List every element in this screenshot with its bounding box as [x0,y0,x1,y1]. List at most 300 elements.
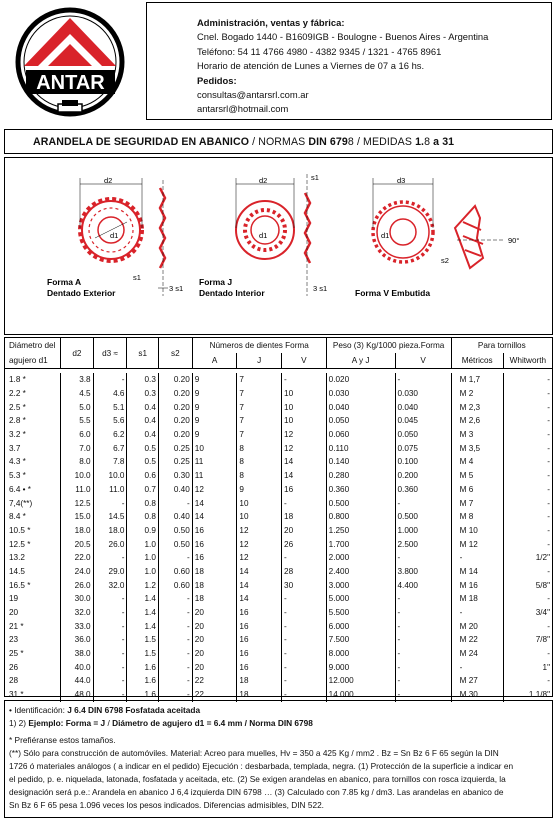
table-cell: 44.0 [61,674,93,688]
table-cell: - [395,606,451,620]
table-cell: - [282,619,327,633]
table-cell: 3/4" [503,606,552,620]
table-row [5,469,552,483]
table-cell: 0.050 [326,414,395,428]
table-cell: - [93,606,127,620]
table-cell: - [395,551,451,565]
table-cell: 7 [237,414,282,428]
table-cell: 12.5 * [9,539,31,549]
table-cell: 18 [237,674,282,688]
table-cell: - [282,606,327,620]
table-cell: 0.6 [127,469,158,483]
table-cell: 18.0 [61,524,93,538]
table-cell: 3.7 [9,443,21,453]
table-cell: 3.2 * [9,430,26,440]
table-row [5,400,552,414]
table-row [5,633,552,647]
table-cell: 0.4 [127,400,158,414]
table-cell: 1.0 [127,551,158,565]
table-cell: M 14 [451,565,503,579]
table-cell: 1.6 [127,688,158,702]
table-cell: 1.4 [127,619,158,633]
header-s1: s1 [127,338,158,369]
table-cell: M 30 [451,688,503,702]
table-cell: 14 [237,592,282,606]
header-d3: d3 ≈ [93,338,127,369]
label-form-j-sub: Dentado Interior [199,288,265,298]
table-cell: - [93,660,127,674]
table-cell: - [282,592,327,606]
table-row [5,387,552,401]
header-weight: Peso (3) Kg/1000 pieza.Forma [326,338,451,353]
header-s2: s2 [158,338,192,369]
table-cell: 0.040 [326,400,395,414]
table-cell: 11.0 [61,483,93,497]
table-cell: 9 [192,400,237,414]
table-cell: - [451,660,503,674]
table-cell: 7,4(**) [9,498,33,508]
table-cell: 0.8 [127,496,158,510]
table-cell: - [282,496,327,510]
table-cell: 0.500 [395,510,451,524]
table-cell: 7.500 [326,633,395,647]
table-cell: 14 [192,510,237,524]
table-cell: - [503,483,552,497]
table-row [5,660,552,674]
label-s1-j: s1 [311,173,319,182]
table-cell: 20 [192,606,237,620]
table-cell: 14 [282,455,327,469]
table-cell: 3.8 [61,373,93,387]
table-cell: 12 [282,428,327,442]
table-cell: 0.030 [326,387,395,401]
table-cell: 10 [282,387,327,401]
table-cell: - [395,619,451,633]
table-row [5,414,552,428]
table-cell: 2.500 [395,537,451,551]
table-cell: 5.500 [326,606,395,620]
table-cell: 5.1 [93,400,127,414]
note-example: 1) 2) Ejemplo: Forma = J / Diámetro de agujero d1 = 6.4 mm / Norma DIN 6798 [9,718,313,728]
table-cell: 0.40 [158,483,192,497]
table-cell: 4.6 [93,387,127,401]
table-cell: 0.20 [158,414,192,428]
table-row [5,373,552,387]
label-d1-j: d1 [259,231,268,240]
header-ayj: A y J [326,353,395,369]
brand-name: ANTAR [36,72,105,94]
table-cell: 0.360 [326,483,395,497]
table-cell: - [93,373,127,387]
table-cell: 0.045 [395,414,451,428]
table-cell: 16.5 * [9,580,31,590]
table-cell: 32.0 [93,578,127,592]
notes-box [4,700,553,818]
table-cell: 0.50 [158,537,192,551]
table-cell: 10.0 [61,469,93,483]
note-line-8: Sn Bz 6 F 65 pesa 1.096 veces los pesos indicados. Diferencias admisibles, DIN 522. [9,800,324,810]
table-cell: 12 [237,537,282,551]
table-cell: 0.7 [127,483,158,497]
table-cell: - [503,387,552,401]
info-heading: Administración, ventas y fábrica: [197,17,345,28]
table-cell: 5.0 [61,400,93,414]
table-cell: - [503,400,552,414]
table-cell: - [503,510,552,524]
table-cell: - [93,647,127,661]
table-cell: 18 [192,565,237,579]
table-cell: 14.5 [9,566,25,576]
table-cell: M 22 [451,633,503,647]
header-teeth: Números de dientes Forma [192,338,326,353]
table-cell: - [93,551,127,565]
title-bar [4,129,553,154]
table-cell: 0.60 [158,565,192,579]
table-cell: 22 [192,674,237,688]
table-row [5,510,552,524]
table-cell: M 2 [451,387,503,401]
table-cell: 22 [192,688,237,702]
table-cell: M 3 [451,428,503,442]
table-cell: 0.280 [326,469,395,483]
table-cell: 16 [282,483,327,497]
table-row [5,619,552,633]
table-row [5,592,552,606]
header-a: A [192,353,237,369]
label-3s1-j: 3 s1 [313,284,328,293]
table-cell: 19 [9,594,19,604]
table-cell: 26.0 [93,537,127,551]
table-cell: - [395,592,451,606]
table-cell: - [158,551,192,565]
table-cell: 1.5 [127,633,158,647]
label-d1-v: d1 [381,231,390,240]
table-cell: 36.0 [61,633,93,647]
table-cell: - [282,633,327,647]
table-cell: 0.360 [395,483,451,497]
table-cell: M 1,7 [451,373,503,387]
table-cell: 26 [9,662,19,672]
table-cell: 1/2" [503,551,552,565]
header-d2: d2 [61,338,93,369]
table-cell: 0.075 [395,441,451,455]
table-row [5,578,552,592]
table-cell: 0.5 [127,455,158,469]
table-cell: 16 [237,606,282,620]
table-cell: 24.0 [61,565,93,579]
table-cell: 11 [192,455,237,469]
note-line-7: designación será p.e.: Arandela en abanico J 6,4 izquierda DIN 6798 … (3) Calculado con 7.85 kg / dm3. Las arandelas en abanico de [9,787,504,797]
form-a-drawing [47,176,183,298]
table-cell: 6.7 [93,441,127,455]
table-cell: M 16 [451,578,503,592]
label-angle: 90° [508,236,520,245]
table-cell: - [503,496,552,510]
table-cell: M 18 [451,592,503,606]
table-cell: 32.0 [61,606,93,620]
note-identification: • Identificación: J 6.4 DIN 6798 Fosfatada aceitada [9,705,201,715]
table-row [5,524,552,538]
table-cell: 5.5 [61,414,93,428]
table-cell: 13.2 [9,553,25,563]
table-cell: 48.0 [61,688,93,702]
table-cell: 22.0 [61,551,93,565]
antar-logo [4,4,142,120]
table-cell: 1.700 [326,537,395,551]
table-cell: 18 [282,510,327,524]
info-orders-label: Pedidos: [197,74,237,86]
table-cell: 0.140 [326,455,395,469]
header-diameter-2: agujero d1 [9,356,48,365]
table-cell: 3.800 [395,565,451,579]
table-cell: 9 [192,414,237,428]
form-v-drawing [355,176,519,298]
table-cell: M 4 [451,455,503,469]
table-cell: 4.400 [395,578,451,592]
table-cell: 15.0 [61,510,93,524]
table-cell: - [395,496,451,510]
table-cell: 20 [282,524,327,538]
table-cell: 10.5 * [9,525,31,535]
table-cell: 1.250 [326,524,395,538]
table-cell: 16 [192,551,237,565]
table-cell: - [503,565,552,579]
table-cell: - [93,633,127,647]
table-cell: 12.000 [326,674,395,688]
table-cell: - [282,647,327,661]
table-cell: - [282,660,327,674]
table-cell: - [282,373,327,387]
label-form-v: Forma V Embutida [355,288,431,298]
table-cell: 0.4 [127,428,158,442]
table-cell: 0.040 [395,400,451,414]
label-d3: d3 [397,176,406,185]
table-cell: 7.8 [93,455,127,469]
table-cell: 14 [237,565,282,579]
table-cell: 0.60 [158,578,192,592]
table-cell: 10 [237,510,282,524]
table-cell: 16 [237,633,282,647]
header-metric: Métricos [451,353,503,369]
table-cell: 0.8 [127,510,158,524]
table-row [5,551,552,565]
table-cell: 16 [237,647,282,661]
table-cell: 6.2 [93,428,127,442]
label-d1-a: d1 [110,231,119,240]
table-cell: 2.8 * [9,416,26,426]
table-cell: 0.9 [127,524,158,538]
table-cell: - [282,674,327,688]
table-cell: 9 [192,428,237,442]
table-cell: 14 [282,469,327,483]
table-cell: 0.100 [395,455,451,469]
table-cell: - [158,674,192,688]
table-cell: M 6 [451,483,503,497]
table-cell: 1.6 [127,660,158,674]
table-cell: 14 [192,496,237,510]
table-cell: - [503,373,552,387]
header-v: V [282,353,327,369]
table-cell: 10 [282,400,327,414]
table-cell: 28 [9,676,19,686]
table-cell: 0.050 [395,428,451,442]
table-cell: 9 [192,373,237,387]
table-cell: 16 [192,524,237,538]
page-title: ARANDELA DE SEGURIDAD EN ABANICO / NORMAS DIN 6798 / MEDIDAS 1.8 a 31 [33,136,455,148]
table-cell: 0.20 [158,387,192,401]
table-cell: 1.6 [127,674,158,688]
table-cell: 2.5 * [9,402,26,412]
table-cell: 0.25 [158,441,192,455]
header-j: J [237,353,282,369]
table-row [5,565,552,579]
table-cell: 0.110 [326,441,395,455]
table-row [5,441,552,455]
table-cell: - [93,674,127,688]
table-cell: 20 [192,633,237,647]
table-cell: 7 [237,428,282,442]
table-cell: 2.400 [326,565,395,579]
info-address: Cnel. Bogado 1440 - B1609IGB - Boulogne - Buenos Aires - Argentina [197,31,489,43]
table-cell: 12 [237,551,282,565]
table-cell: 20 [192,619,237,633]
table-cell: 7/8" [503,633,552,647]
table-cell: 33.0 [61,619,93,633]
table-cell: 23 [9,635,19,645]
table-cell: 7 [237,400,282,414]
table-row [5,537,552,551]
table-cell: 26 [282,537,327,551]
washer-drawings [5,158,552,334]
table-cell: 1.0 [127,537,158,551]
table-cell: 8.0 [61,455,93,469]
table-cell: 1.000 [395,524,451,538]
table-cell: 8 [237,455,282,469]
dimensions-table [5,338,552,702]
table-cell: - [503,619,552,633]
logo-area [4,4,142,120]
label-form-a-sub: Dentado Exterior [47,288,116,298]
table-cell: - [158,606,192,620]
table-cell: - [158,647,192,661]
table-cell: 30.0 [61,592,93,606]
table-cell: 0.3 [127,387,158,401]
table-cell: M 2,3 [451,400,503,414]
table-cell: - [503,537,552,551]
table-cell: 0.40 [158,510,192,524]
table-cell: 18 [192,578,237,592]
table-cell: - [93,592,127,606]
header-screws: Para tornillos [451,338,552,353]
table-row [5,606,552,620]
table-cell: 7 [237,373,282,387]
table-cell: - [451,606,503,620]
table-cell: 7.0 [61,441,93,455]
table-cell: 1.2 [127,578,158,592]
table-cell: 8 [237,441,282,455]
table-cell: 9 [237,483,282,497]
table-row [5,674,552,688]
table-cell: 18 [237,688,282,702]
table-cell: 1" [503,660,552,674]
table-cell: 8.4 * [9,512,26,522]
table-cell: 14.5 [93,510,127,524]
table-cell: 12 [237,524,282,538]
table-cell: 1.4 [127,592,158,606]
table-cell: 8 [237,469,282,483]
table-cell: 4.5 [61,387,93,401]
table-cell: M 7 [451,496,503,510]
table-cell: - [503,469,552,483]
table-cell: - [158,592,192,606]
table-cell: 0.50 [158,524,192,538]
table-cell: M 10 [451,524,503,538]
table-cell: 16 [237,660,282,674]
table-cell: 0.20 [158,400,192,414]
label-s2: s2 [441,256,449,265]
note-preferred: * Prefiéranse estos tamaños. [9,735,116,745]
table-cell: M 3,5 [451,441,503,455]
table-cell: 0.30 [158,469,192,483]
table-cell: 10 [237,496,282,510]
header-whitworth: Whitworth [503,353,552,369]
table-cell: - [503,455,552,469]
table-cell: 11 [192,469,237,483]
table-cell: 20 [192,647,237,661]
table-cell: - [503,647,552,661]
table-cell: 12 [192,483,237,497]
table-cell: - [93,619,127,633]
table-cell: 0.800 [326,510,395,524]
table-cell: 9.000 [326,660,395,674]
info-email-1[interactable]: consultas@antarsrl.com.ar [197,89,309,101]
table-cell: 11.0 [93,483,127,497]
table-cell: 14.000 [326,688,395,702]
table-cell: M 12 [451,537,503,551]
table-cell: M 5 [451,469,503,483]
table-cell: - [395,674,451,688]
table-cell: - [395,660,451,674]
table-cell: - [451,551,503,565]
table-cell: 3.000 [326,578,395,592]
table-cell: 16 [237,619,282,633]
table-cell: 18.0 [93,524,127,538]
label-3s1-a: 3 s1 [169,284,184,293]
table-cell: - [503,428,552,442]
table-cell: 6.0 [61,428,93,442]
table-cell: 10.0 [93,469,127,483]
table-cell: 1.0 [127,565,158,579]
table-cell: 5/8" [503,578,552,592]
technical-drawing-panel [4,157,553,335]
table-cell: M 27 [451,674,503,688]
info-email-2[interactable]: antarsrl@hotmail.com [197,103,289,115]
table-cell: - [158,633,192,647]
table-cell: 16 [192,537,237,551]
table-cell: 31 * [9,690,24,700]
label-form-a: Forma A [47,277,82,287]
table-cell: 20 [192,660,237,674]
table-cell: - [503,592,552,606]
table-row [5,455,552,469]
table-cell: 0.4 [127,414,158,428]
table-cell: 18 [192,592,237,606]
note-line-6: el pedido, p. e. niquelada, latonada, fosfatada y aceitada, etc. (2) Se exigen arandelas en abanico, para tornillos con rosca izquierda, la [9,774,506,784]
table-cell: 12.5 [61,496,93,510]
table-cell: 38.0 [61,647,93,661]
table-cell: - [395,647,451,661]
table-cell: M 2,6 [451,414,503,428]
